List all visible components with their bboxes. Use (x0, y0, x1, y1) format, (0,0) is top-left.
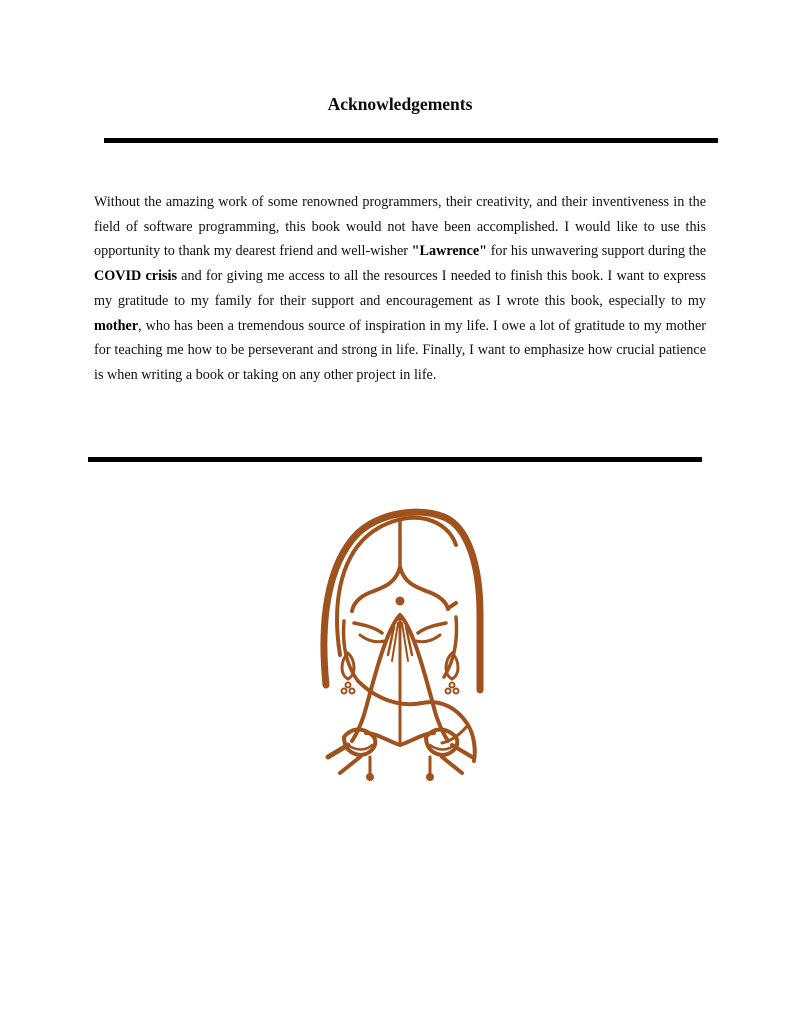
acknowledgement-paragraph (94, 190, 706, 388)
bold-mother: mother (94, 317, 139, 334)
text-segment: and for giving me access to all the resources I needed to finish this book. I want to express my gratitude to my family for their support and encouragement as I wrote this book, especially to my (94, 268, 706, 309)
bold-name-lawrence: "Lawrence" (411, 243, 488, 260)
section-divider (88, 457, 702, 462)
text-segment: , who has been a tremendous source of inspiration in my life. I owe a lot of gratitude to my mother for teaching me how to be perseverant and strong in life. Finally, I want to emphasize how crucial patience is when writing a book or taking on any other project in life. (94, 317, 706, 383)
namaste-woman-icon (318, 505, 484, 790)
text-segment: for his unwavering support during the (487, 243, 706, 260)
text-segment: Without the amazing work of some renowned programmers, their creativity, and their inventiveness in the field of software programming, this book would not have been accomplished. I would like to use this opportunity to thank my dearest friend and well-wisher (94, 194, 706, 260)
bold-covid-crisis: COVID crisis (94, 268, 177, 285)
page-title: Acknowledgements (327, 94, 473, 114)
title-divider (104, 138, 718, 143)
